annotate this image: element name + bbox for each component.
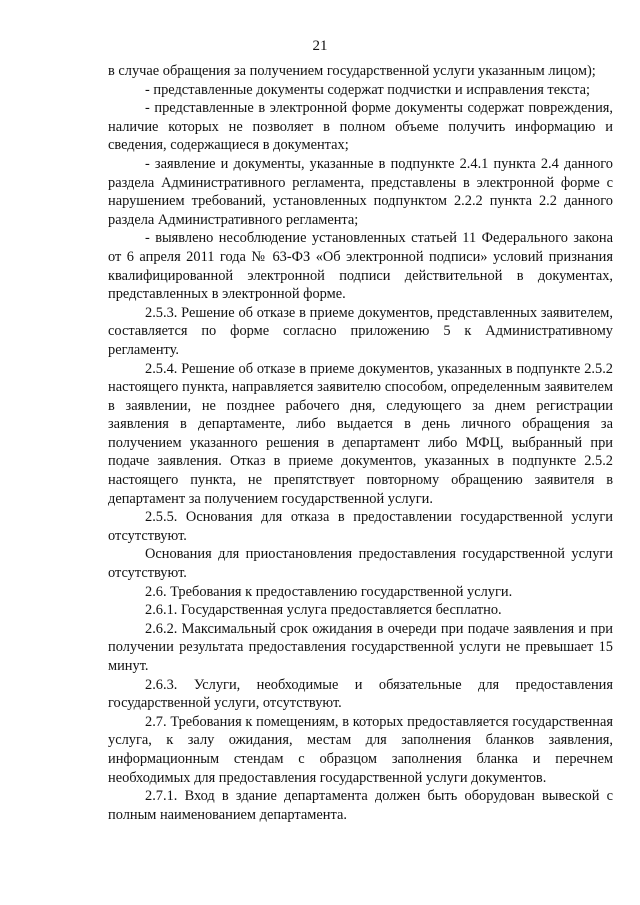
paragraph: 2.7. Требования к помещениям, в которых предоставляется государственная услуга, к залу ожидания, местам для заполнения бланков заявления, информационным стендам с образцом заполнения бланка и перечнем необходимых для предоставления государственной услуги документов. — [108, 713, 613, 786]
paragraph: - выявлено несоблюдение установленных статьей 11 Федерального закона от 6 апреля 2011 года № 63-ФЗ «Об электронной подписи» условий признания квалифицированной электронной подписи действительной в документах, представленных в электронной форме. — [108, 230, 613, 303]
paragraph: 2.5.5. Основания для отказа в предоставлении государственной услуги отсутствуют. — [108, 509, 613, 544]
page-number: 21 — [312, 38, 328, 54]
paragraph: 2.6.1. Государственная услуга предоставляется бесплатно. — [145, 602, 502, 619]
paragraph: 2.5.3. Решение об отказе в приеме документов, представленных заявителем, составляется по форме согласно приложению 5 к Административному регламенту. — [108, 304, 613, 358]
paragraph: 2.5.4. Решение об отказе в приеме документов, указанных в подпункте 2.5.2 настоящего пункта, направляется заявителю способом, определенным заявителем в заявлении, не позднее рабочего дня, следующего за днем регистрации заявления в департаменте, либо выдается в день личного обращения за получением указанного решения в департамент либо МФЦ, выбранный при подаче заявления. Отказ в приеме документов, указанных в подпункте 2.5.2 настоящего пункта, не препятствует повторному обращению заявителя в департамент за получением государственной услуги. — [108, 360, 613, 507]
paragraph: - заявление и документы, указанные в подпункте 2.4.1 пункта 2.4 данного раздела Административного регламента, представлены в электронной форме с нарушением требований, установленных подпунктом 2.2.2 пункта 2.2 данного раздела Административного регламента; — [108, 155, 613, 228]
paragraph: Основания для приостановления предоставления государственной услуги отсутствуют. — [108, 546, 613, 582]
paragraph: 2.7.1. Вход в здание департамента должен быть оборудован вывеской с полным наименованием департамента. — [108, 788, 613, 823]
paragraph: 2.6.2. Максимальный срок ожидания в очереди при подаче заявления и при получении результата предоставления государственной услуги не превышает 15 минут. — [108, 620, 613, 674]
paragraph: - представленные документы содержат подчистки и исправления текста; — [145, 81, 590, 98]
paragraph: в случае обращения за получением государственной услуги указанным лицом); — [108, 63, 596, 79]
document-body — [108, 62, 613, 824]
paragraph: 2.6.3. Услуги, необходимые и обязательные для предоставления государственной услуги, отсутствуют. — [108, 676, 613, 712]
paragraph: - представленные в электронной форме документы содержат повреждения, наличие которых не позволяет в полном объеме получить информацию и сведения, содержащиеся в документах; — [108, 100, 613, 154]
paragraph: 2.6. Требования к предоставлению государственной услуги. — [145, 583, 513, 600]
